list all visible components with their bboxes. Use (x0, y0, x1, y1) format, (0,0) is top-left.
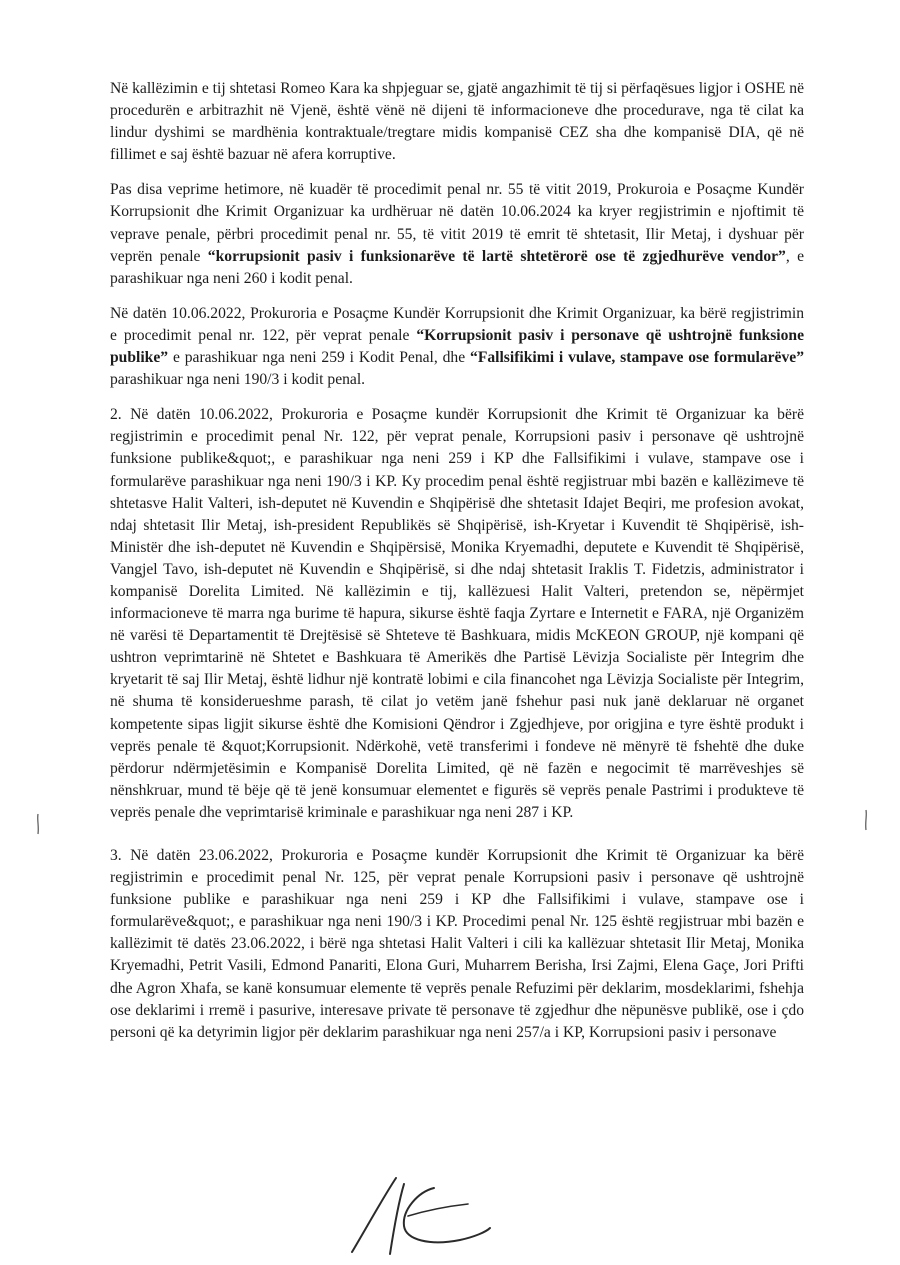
signature (338, 1170, 498, 1260)
text-segment: 3. Në datën 23.06.2022, Prokuroria e Posaçme kundër Korrupsionit dhe Krimit të Organizuar ka bërë regjistrimin e procedimit penal Nr. 125, për veprat penale Korrupsioni pasiv i personave që ushtrojnë funksione publike e parashikuar nga neni 259 i KP dhe Fallsifikimi i vulave, stampave ose i formularëve&quot;, e parashikuar nga neni 190/3 i KP. Procedimi penal Nr. 125 është regjistruar mbi bazën e kallëzimit të datës 23.06.2022, i bërë nga shtetasi Halit Valteri i cili ka kallëzuar shtetasit Ilir Metaj, Monika Kryemadhi, Petrit Vasili, Edmond Panariti, Elona Guri, Muharrem Berisha, Irsi Zajmi, Elena Gaçe, Jori Prifti dhe Agron Xhafa, se kanë konsumuar elemente të veprës penale Refuzimi për deklarim, mosdeklarimi, fshehja ose deklarimi i rremë i pasurive, interesave private të personave të zgjedhur dhe nëpunësve publikë, ose i çdo personi që ka detyrimin ligjor për deklarim parashikuar nga neni 257/a i KP, Korrupsioni pasiv i personave (110, 847, 804, 1041)
text-segment: Në kallëzimin e tij shtetasi Romeo Kara ka shpjeguar se, gjatë angazhimit të tij si përfaqësues ligjor i OSHE në procedurën e arbitrazhit në Vjenë, është vënë në dijeni të informacioneve dhe procedurave, nga të cilat ka lindur dyshimi se mardhënia kontraktuale/tregtare midis kompanisë CEZ sha dhe kompanisë DIA, që në fillimet e saj është bazuar në afera korruptive. (110, 80, 804, 164)
bold-text: “Korrupsionit pasiv i personave që ushtrojnë funksione publike” (110, 326, 804, 367)
paragraph-3 (110, 303, 804, 391)
paragraph-4 (110, 404, 804, 824)
paragraph-2 (110, 179, 804, 289)
left-margin-mark (34, 812, 42, 836)
bold-text: “Fallsifikimi i vulave, stampave ose formularëve” (470, 349, 804, 367)
text-segment: Në datën 10.06.2022, Prokuroria e Posaçme Kundër Korrupsionit dhe Krimit Organizuar, ka bërë regjistrimin e procedimit penal nr. 122, për veprat penale (110, 304, 804, 344)
text-segment: parashikuar nga neni 190/3 i kodit penal. (110, 371, 366, 389)
text-segment: Pas disa veprime hetimore, në kuadër të procedimit penal nr. 55 të vitit 2019, Prokuroia e Posaçme Kundër Korrupsionit dhe Krimit Organizuar ka urdhëruar në datën 10.06.2024 ka kryer regjistrimin e njoftimit të veprave penale, përbri procedimit penal nr. 55, të vitit 2019 të emrit të shtetasit, Ilir Metaj, i dyshuar për veprën penale (110, 181, 804, 265)
paragraph-1 (110, 78, 804, 166)
text-segment: , e parashikuar nga neni 260 i kodit penal. (110, 247, 805, 287)
right-margin-mark (862, 808, 870, 832)
text-segment: e parashikuar nga neni 259 i Kodit Penal, dhe (168, 349, 471, 367)
document-body (110, 78, 804, 1057)
text-segment: 2. Në datën 10.06.2022, Prokuroria e Posaçme kundër Korrupsionit dhe Krimit të Organizuar ka bërë regjistrimin e procedimit penal Nr. 122, për veprat penale, Korrupsioni pasiv i personave që ushtrojnë funksione publike&quot;, e parashikuar nga neni 259 i KP dhe Fallsifikimi i vulave, stampave ose i formularëve parashikuar nga neni 190/3 i KP. Ky procedim penal është regjistruar mbi bazën e kallëzimeve të shtetasve Halit Valteri, ish-deputet në Kuvendin e Shqipërisë dhe shtetasit Idajet Beqiri, me profesion avokat, ndaj shtetasit Ilir Metaj, ish-president Republikës së Shqipërisë, ish-Kryetar i Kuvendit të Shqipërisë, ish-Ministër dhe ish-deputet në Kuvendin e Shqipërsisë, Monika Kryemadhi, deputete e Kuvendit të Shqipërisë, Vangjel Tavo, ish-deputet në Kuvendin e Shqipërisë, si dhe ndaj shtetasit Iraklis T. Fidetzis, administrator i kompanisë Dorelita Limited. Në kallëzimin e tij, kallëzuesi Halit Valteri, pretendon se, nëpërmjet informacioneve të marra nga burime të hapura, sikurse është faqja Zyrtare e Internetit e FARA, një Organizëm në varësi të Departamentit të Drejtësisë së Shteteve të Bashkuara, midis McKEON GROUP, një kompani që ushtron veprimtarinë në Shtetet e Bashkuara të Amerikës dhe Partisë Lëvizja Socialiste për Integrim dhe kryetarit të saj Ilir Metaj, është lidhur një kontratë lobimi e cila financohet nga Lëvizja Socialiste për Integrim, në shuma të konsiderueshme parash, të cilat jo vetëm janë fshehur pasi nuk janë deklaruar në organet kompetente sipas ligjit sikurse është dhe Komisioni Qëndror i Zgjedhjeve, por origjina e tyre është produkt i veprës penale të &quot;Korrupsionit. Ndërkohë, vetë transferimi i fondeve në mënyrë të fshehtë dhe duke përdorur ndërmjetësimin e Kompanisë Dorelita Limited, që në fazën e negocimit të marrëveshjes së nënshkruar, mund të bëje që të jenë konsumuar elementet e figurës së veprës penale Pastrimi i produkteve të veprës penale dhe veprimtarisë kriminale e parashikuar nga neni 287 i KP. (110, 406, 804, 821)
bold-text: “korrupsionit pasiv i funksionarëve të lartë shtetërorë ose të zgjedhurëve vendor” (207, 247, 786, 265)
paragraph-5 (110, 845, 804, 1044)
